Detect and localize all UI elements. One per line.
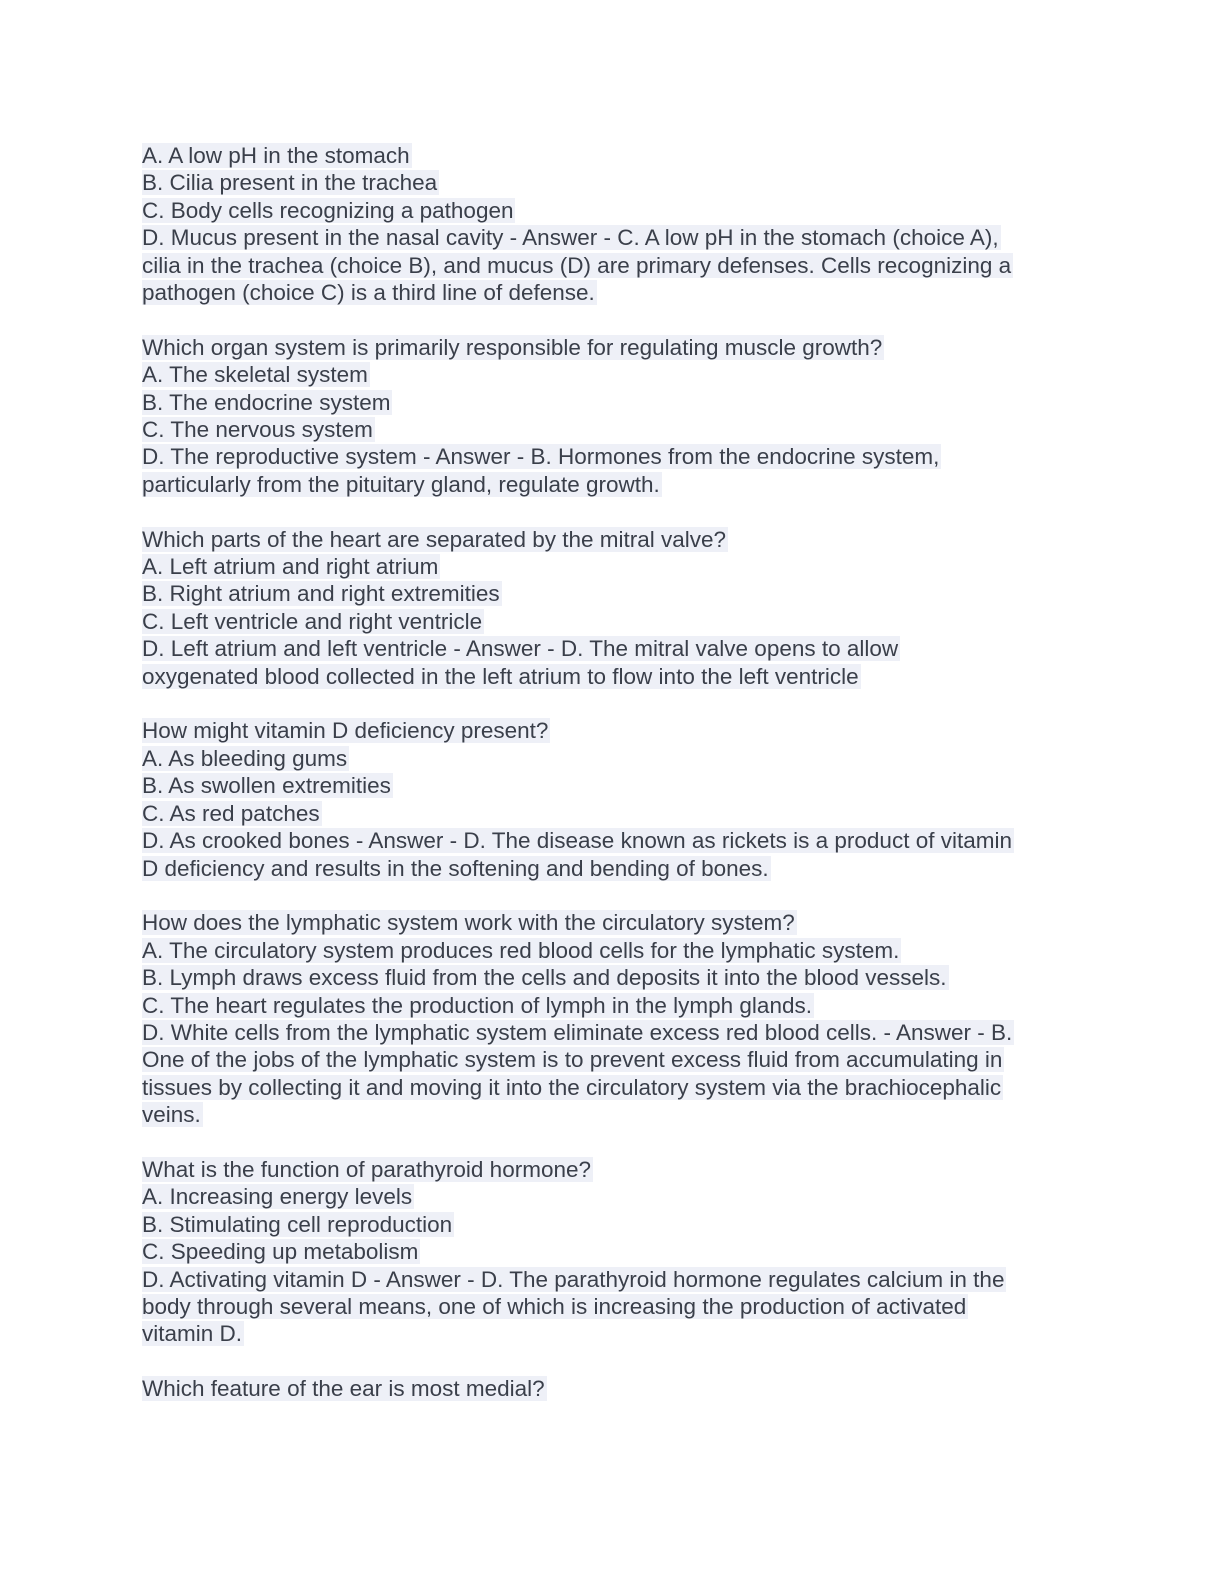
question-text: Which feature of the ear is most medial? <box>142 1376 545 1402</box>
question-text: Which organ system is primarily responsible for regulating muscle growth? <box>142 334 883 360</box>
answer-option-a: A. The skeletal system <box>142 362 368 388</box>
answer-option-c: C. Speeding up metabolism <box>142 1239 419 1265</box>
answer-option-a: A. As bleeding gums <box>142 745 348 771</box>
question-block-5 <box>142 909 1082 1128</box>
question-block-2 <box>142 334 1082 498</box>
answer-option-c: C. The heart regulates the production of lymph in the lymph glands. <box>142 992 812 1018</box>
answer-explanation-line: One of the jobs of the lymphatic system is to prevent excess fluid from accumulating in <box>142 1047 1003 1073</box>
answer-option-b: B. Lymph draws excess fluid from the cells and deposits it into the blood vessels. <box>142 965 947 991</box>
answer-option-d: D. Activating vitamin D - Answer - D. The parathyroid hormone regulates calcium in the <box>142 1266 1005 1292</box>
answer-option-c: C. Left ventricle and right ventricle <box>142 608 483 634</box>
answer-explanation-line: oxygenated blood collected in the left atrium to flow into the left ventricle <box>142 663 859 689</box>
question-block-7 <box>142 1375 1082 1402</box>
answer-option-b: B. Right atrium and right extremities <box>142 581 500 607</box>
block-spacer <box>142 690 1082 717</box>
question-text: What is the function of parathyroid hormone? <box>142 1156 592 1182</box>
answer-option-b: B. Cilia present in the trachea <box>142 170 438 196</box>
answer-option-c: C. Body cells recognizing a pathogen <box>142 197 514 223</box>
answer-explanation-line: vitamin D. <box>142 1321 243 1347</box>
block-spacer <box>142 498 1082 525</box>
answer-option-d: D. Left atrium and left ventricle - Answer - D. The mitral valve opens to allow <box>142 636 899 662</box>
question-block-6 <box>142 1156 1082 1348</box>
question-text: Which parts of the heart are separated by the mitral valve? <box>142 526 727 552</box>
question-block-3 <box>142 526 1082 690</box>
answer-explanation-line: veins. <box>142 1102 201 1128</box>
question-text: How might vitamin D deficiency present? <box>142 718 549 744</box>
answer-explanation-line: D deficiency and results in the softening and bending of bones. <box>142 855 769 881</box>
question-text: How does the lymphatic system work with the circulatory system? <box>142 910 795 936</box>
answer-option-c: C. The nervous system <box>142 417 373 443</box>
answer-option-a: A. A low pH in the stomach <box>142 143 410 168</box>
answer-explanation-line: body through several means, one of which is increasing the production of activated <box>142 1293 967 1319</box>
answer-option-b: B. Stimulating cell reproduction <box>142 1211 453 1237</box>
answer-explanation-line: pathogen (choice C) is a third line of defense. <box>142 280 595 306</box>
answer-option-a: A. Left atrium and right atrium <box>142 554 439 580</box>
answer-option-d: D. White cells from the lymphatic system eliminate excess red blood cells. - Answer - B. <box>142 1019 1013 1045</box>
question-block-4 <box>142 717 1082 881</box>
answer-option-c: C. As red patches <box>142 800 320 826</box>
answer-explanation-line: particularly from the pituitary gland, regulate growth. <box>142 471 660 497</box>
answer-option-d: D. Mucus present in the nasal cavity - Answer - C. A low pH in the stomach (choice A), <box>142 225 999 251</box>
block-spacer <box>142 306 1082 333</box>
block-spacer <box>142 882 1082 909</box>
answer-option-b: B. The endocrine system <box>142 389 391 415</box>
question-block-1 <box>142 142 1082 306</box>
answer-explanation-line: tissues by collecting it and moving it into the circulatory system via the brachiocephalic <box>142 1074 1002 1100</box>
answer-option-a: A. The circulatory system produces red blood cells for the lymphatic system. <box>142 937 900 963</box>
answer-option-d: D. The reproductive system - Answer - B. Hormones from the endocrine system, <box>142 444 940 470</box>
answer-option-b: B. As swollen extremities <box>142 773 391 799</box>
block-spacer <box>142 1348 1082 1375</box>
answer-option-a: A. Increasing energy levels <box>142 1184 413 1210</box>
block-spacer <box>142 1129 1082 1156</box>
answer-option-d: D. As crooked bones - Answer - D. The disease known as rickets is a product of vitamin <box>142 828 1012 854</box>
document-page <box>142 142 1082 1403</box>
answer-explanation-line: cilia in the trachea (choice B), and mucus (D) are primary defenses. Cells recognizing a <box>142 252 1012 278</box>
